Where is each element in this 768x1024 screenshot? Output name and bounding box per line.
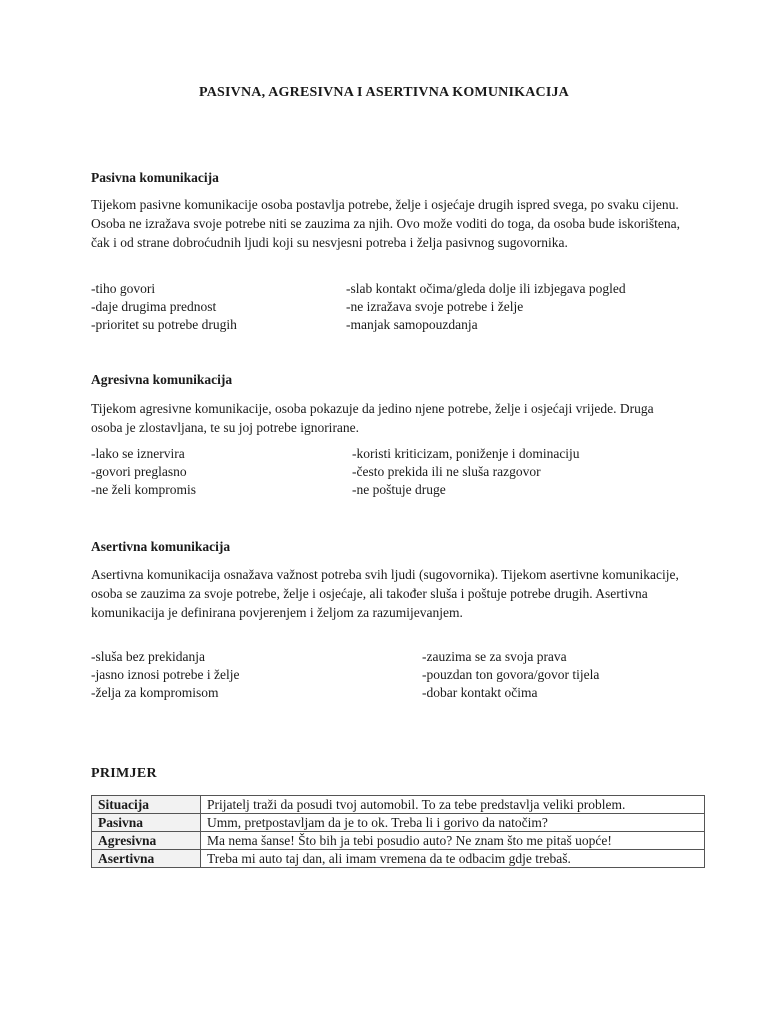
list-left-asertivna (91, 648, 239, 702)
list-item: -pouzdan ton govora/govor tijela (422, 667, 600, 682)
list-left-pasivna (91, 280, 237, 334)
list-item: -sluša bez prekidanja (91, 649, 205, 664)
table-row (92, 796, 705, 814)
list-right-pasivna (346, 280, 626, 334)
section-heading-asertivna: Asertivna komunikacija (91, 539, 231, 554)
table-row (92, 814, 705, 832)
list-left-agresivna (91, 445, 196, 499)
list-item: -ne želi kompromis (91, 482, 196, 497)
list-right-agresivna (352, 445, 580, 499)
row-text: Prijatelj traži da posudi tvoj automobil. To za tebe predstavlja veliki problem. (201, 796, 705, 814)
list-item: -tiho govori (91, 281, 156, 296)
row-text: Umm, pretpostavljam da je to ok. Treba li i gorivo da natočim? (201, 814, 705, 832)
section-heading-pasivna: Pasivna komunikacija (91, 170, 219, 185)
list-item: -želja za kompromisom (91, 685, 219, 700)
row-text: Ma nema šanse! Što bih ja tebi posudio auto? Ne znam što me pitaš uopće! (201, 832, 705, 850)
section-heading-agresivna: Agresivna komunikacija (91, 372, 233, 387)
list-item: -slab kontakt očima/gleda dolje ili izbjegava pogled (346, 281, 626, 296)
section-paragraph-pasivna: Tijekom pasivne komunikacije osoba postavlja potrebe, želje i osjećaje drugih ispred svega, po svaku cijenu. Osoba ne izražava svoje potrebe niti se zauzima za njih. Ovo može voditi do toga, da osoba bude iskorištena, čak i od strane dobroćudnih ljudi koji su nesvjesni potreba i želja pasivnog sugovornika. (91, 197, 680, 250)
row-label: Asertivna (92, 850, 201, 868)
list-item: -često prekida ili ne sluša razgovor (352, 464, 541, 479)
row-label: Pasivna (92, 814, 201, 832)
list-item: -ne poštuje druge (352, 482, 446, 497)
list-right-asertivna (422, 648, 599, 702)
section-paragraph-agresivna: Tijekom agresivne komunikacije, osoba pokazuje da jedino njene potrebe, želje i osjećaji vrijede. Druga osoba je zlostavljana, te su joj potrebe ignorirane. (91, 401, 654, 435)
list-item: -jasno iznosi potrebe i želje (91, 667, 240, 682)
row-label: Situacija (92, 796, 201, 814)
list-item: -ne izražava svoje potrebe i želje (346, 299, 524, 314)
list-item: -koristi kriticizam, poniženje i dominaciju (352, 446, 580, 461)
section-paragraph-asertivna: Asertivna komunikacija osnažava važnost potreba svih ljudi (sugovornika). Tijekom asertivne komunikacije, osoba se zauzima za svoje potrebe, želje i osjećaje, ali također sluša i poštuje potrebe drugih. Asertivna komunikacija je definirana povjerenjem i željom za razumijevanjem. (91, 567, 679, 620)
page-title: PASIVNA, AGRESIVNA I ASERTIVNA KOMUNIKACIJA (199, 85, 569, 100)
list-item: -dobar kontakt očima (422, 685, 538, 700)
list-item: -lako se iznervira (91, 446, 185, 461)
list-item: -zauzima se za svoja prava (422, 649, 567, 664)
example-table (91, 795, 705, 868)
row-label: Agresivna (92, 832, 201, 850)
list-item: -prioritet su potrebe drugih (91, 317, 237, 332)
example-heading: PRIMJER (91, 766, 157, 781)
table-row (92, 850, 705, 868)
list-item: -manjak samopouzdanja (346, 317, 478, 332)
list-item: -daje drugima prednost (91, 299, 217, 314)
row-text: Treba mi auto taj dan, ali imam vremena da te odbacim gdje trebaš. (201, 850, 705, 868)
table-row (92, 832, 705, 850)
list-item: -govori preglasno (91, 464, 187, 479)
